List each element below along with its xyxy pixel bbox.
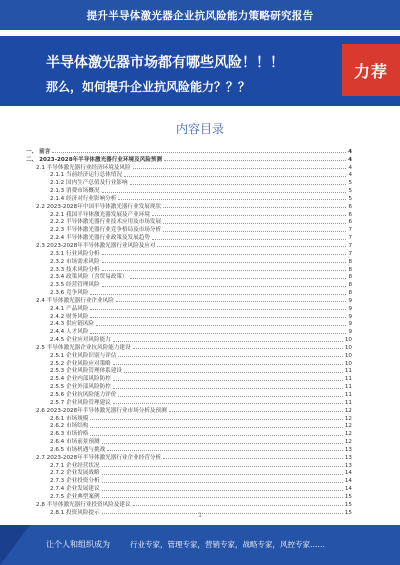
toc-entry-label: 2.8 半导体激光器行业投资风险及建议	[36, 501, 131, 508]
toc-entry-page: 4	[348, 164, 352, 171]
report-title: 提升半导体激光器企业抗风险能力策略研究报告	[86, 10, 314, 22]
toc-leader-dots	[102, 466, 343, 467]
toc-leader-dots	[102, 254, 347, 255]
toc-entry-page: 11	[344, 384, 352, 391]
toc-entry[interactable]	[26, 202, 352, 210]
toc-leader-dots	[113, 341, 343, 342]
toc-entry[interactable]	[26, 163, 352, 171]
toc-leader-dots	[102, 262, 347, 263]
toc-leader-dots	[113, 388, 343, 389]
toc-leader-dots	[52, 152, 346, 153]
toc-entry-page: 11	[344, 376, 352, 383]
toc-entry-page: 10	[344, 337, 352, 344]
toc-entry[interactable]	[26, 304, 352, 312]
toc-entry-label: 2.7 2023-2028年半导体激光器行业企业经营分析	[36, 454, 162, 461]
toc-entry-label: 2.5 半导体激光器企业抗风险能力建设	[36, 344, 131, 351]
toc-entry[interactable]	[26, 320, 352, 328]
toc-entry[interactable]	[26, 249, 352, 257]
toc-leader-dots	[102, 270, 347, 271]
toc-entry[interactable]	[26, 155, 352, 163]
toc-entry[interactable]	[26, 233, 352, 241]
toc-entry-label: 2.8.1 投资风险提示	[50, 509, 100, 516]
toc-entry-page: 8	[348, 258, 352, 265]
toc-entry-label: 2.1.2 国内生产总值及行业影响	[50, 180, 128, 187]
toc-entry-page: 5	[348, 180, 352, 187]
toc-leader-dots	[124, 176, 346, 177]
toc-entry[interactable]	[26, 296, 352, 304]
toc-entry-page: 8	[348, 290, 352, 297]
toc-entry[interactable]	[26, 374, 352, 382]
toc-leader-dots	[163, 207, 346, 208]
toc-entry-label: 2.6.1 市场规模	[50, 415, 89, 422]
toc-entry[interactable]	[26, 210, 352, 218]
footer-slogan-left: 让个人和组织成为	[46, 540, 110, 549]
toc-entry-label: 2.6 2023-2028年半导体激光器行业市场分析及预测	[36, 407, 167, 414]
toc-entry-label: 2.4.3 供应链风险	[50, 321, 94, 328]
toc-entry-page: 4	[348, 172, 352, 179]
toc-leader-dots	[118, 199, 346, 200]
toc-entry[interactable]	[26, 382, 352, 390]
toc-entry-label: 2.4.1 产品风险	[50, 305, 89, 312]
toc-leader-dots	[133, 505, 343, 506]
toc-leader-dots	[163, 458, 343, 459]
toc-entry-label: 2.1.1 当前经济运行总体情况	[50, 172, 122, 179]
toc-entry[interactable]	[26, 351, 352, 359]
toc-entry-label: 2.6.4 市场前景预测	[50, 439, 100, 446]
toc-leader-dots	[102, 474, 343, 475]
toc-entry[interactable]	[26, 335, 352, 343]
toc-entry[interactable]	[26, 398, 352, 406]
toc-entry[interactable]	[26, 225, 352, 233]
footer-corner-decoration	[0, 525, 30, 565]
toc-entry[interactable]	[26, 461, 352, 469]
toc-entry-page: 5	[348, 195, 352, 202]
toc-entry-page: 14	[344, 486, 352, 493]
footer-slogan-right: 行业专家，管理专家，营销专家，战略专家，风控专家……	[130, 540, 325, 549]
toc-leader-dots	[130, 278, 347, 279]
toc-leader-dots	[102, 490, 343, 491]
toc-leader-dots	[96, 325, 346, 326]
toc-leader-dots	[102, 192, 347, 193]
toc-entry[interactable]	[26, 406, 352, 414]
toc-entry-page: 15	[344, 509, 352, 516]
toc-entry-label: 2.5.2 企业风险应对策略	[50, 360, 111, 367]
toc-leader-dots	[90, 294, 346, 295]
toc-entry[interactable]	[26, 422, 352, 430]
banner-subline: 那么，如何提升企业抗风险能力？？？	[46, 80, 251, 94]
toc-entry-label: 2.4.2 财务风险	[50, 313, 89, 320]
toc-entry[interactable]	[26, 343, 352, 351]
toc-entry-label: 2.4.4 人才风险	[50, 329, 89, 336]
toc-entry-page: 12	[344, 415, 352, 422]
toc-entry-page: 9	[348, 305, 352, 312]
toc-entry[interactable]	[26, 178, 352, 186]
toc-entry[interactable]	[26, 312, 352, 320]
toc-leader-dots	[169, 411, 343, 412]
toc-leader-dots	[90, 317, 346, 318]
toc-entry-label: 2.4.5 企业应对风险能力	[50, 337, 111, 344]
toc-leader-dots	[152, 215, 347, 216]
recommend-badge: 力荐	[342, 44, 400, 96]
toc-entry-page: 7	[348, 235, 352, 242]
toc-entry[interactable]	[26, 186, 352, 194]
toc-leader-dots	[102, 482, 343, 483]
toc-leader-dots	[113, 364, 343, 365]
toc-entry-label: 2.6.2 市场结构	[50, 423, 89, 430]
toc-entry[interactable]	[26, 171, 352, 179]
toc-leader-dots	[133, 168, 347, 169]
toc-entry-label: 2.2.2 半导体激光器行业技术应用及市场发展	[50, 219, 162, 226]
toc-entry-label: 2.3.1 行业风险分析	[50, 250, 100, 257]
toc-entry-label: 2.2.1 我国半导体激光器发展及产业环境	[50, 211, 150, 218]
toc-entry[interactable]	[26, 147, 352, 155]
toc-leader-dots	[107, 450, 343, 451]
toc-entry-page: 9	[348, 329, 352, 336]
toc-entry[interactable]	[26, 280, 352, 288]
toc-entry-label: 2.3.2 市场需求风险	[50, 258, 100, 265]
headline-banner	[0, 36, 400, 106]
toc-entry[interactable]	[26, 390, 352, 398]
toc-entry[interactable]	[26, 453, 352, 461]
toc-entry[interactable]	[26, 194, 352, 202]
toc-entry[interactable]	[26, 414, 352, 422]
toc-entry-page: 8	[348, 282, 352, 289]
toc-leader-dots	[130, 184, 347, 185]
toc-entry-page: 11	[344, 368, 352, 375]
toc-entry-label: 2.1 半导体激光器行业经济环境及风险	[36, 164, 131, 171]
toc-entry-label: 2.5.3 企业风险管理体系建设	[50, 368, 122, 375]
toc-entry-label: 2.5.1 企业风险识别与评估	[50, 352, 117, 359]
toc-entry[interactable]	[26, 327, 352, 335]
toc-entry[interactable]	[26, 218, 352, 226]
toc-leader-dots	[113, 403, 343, 404]
toc-leader-dots	[124, 372, 343, 373]
toc-entry[interactable]	[26, 484, 352, 492]
table-of-contents	[26, 147, 352, 516]
toc-entry-page: 4	[348, 148, 352, 155]
toc-entry-page: 8	[348, 274, 352, 281]
toc-entry-label: 2.3.4 政策风险（含贸易政策）	[50, 274, 128, 281]
toc-entry-page: 15	[344, 493, 352, 500]
toc-entry[interactable]	[26, 437, 352, 445]
toc-leader-dots	[90, 427, 342, 428]
toc-leader-dots	[152, 239, 347, 240]
toc-entry-label: 二、 2023-2028年半导体激光器行业环境及风险预测	[26, 156, 163, 163]
toc-entry-page: 9	[348, 321, 352, 328]
toc-entry-page: 9	[348, 297, 352, 304]
toc-entry-page: 10	[344, 352, 352, 359]
toc-leader-dots	[102, 443, 343, 444]
toc-entry-page: 4	[348, 156, 352, 163]
toc-entry-label: 2.7.4 企业发展建议	[50, 486, 100, 493]
toc-entry-label: 2.1.3 消费市场概况	[50, 188, 100, 195]
toc-entry[interactable]	[26, 476, 352, 484]
toc-entry-label: 2.4 半导体激光器行业企业风险	[36, 297, 114, 304]
toc-entry-page: 12	[344, 407, 352, 414]
toc-entry-page: 6	[348, 211, 352, 218]
toc-entry-label: 2.6.3 市场价格	[50, 431, 89, 438]
toc-entry[interactable]	[26, 241, 352, 249]
toc-entry[interactable]	[26, 500, 352, 508]
toc-entry-label: 一、 前言	[26, 148, 51, 155]
toc-entry-page: 5	[348, 188, 352, 195]
toc-entry-page: 12	[344, 439, 352, 446]
toc-entry-page: 14	[344, 478, 352, 485]
toc-leader-dots	[90, 435, 342, 436]
toc-entry-label: 2.2.4 半导体激光器行业政策及发展趋势	[50, 235, 150, 242]
toc-entry-page: 11	[344, 392, 352, 398]
toc-entry-label: 2.3.6 竞争风险	[50, 290, 89, 297]
toc-entry-label: 2.3.3 技术风险分析	[50, 266, 100, 273]
toc-leader-dots	[157, 246, 346, 247]
toc-leader-dots	[90, 309, 346, 310]
toc-entry[interactable]	[26, 367, 352, 375]
toc-entry[interactable]	[26, 288, 352, 296]
toc-leader-dots	[118, 356, 343, 357]
toc-entry-page: 12	[344, 431, 352, 438]
toc-leader-dots	[164, 160, 346, 161]
toc-entry-label: 2.7.1 企业经营状况	[50, 462, 100, 469]
toc-entry-label: 2.5.6 企业抗风险能力评价	[50, 392, 117, 398]
toc-entry[interactable]	[26, 273, 352, 281]
toc-entry-page: 7	[348, 227, 352, 234]
toc-entry-label: 2.5.7 企业风险管理建议	[50, 399, 111, 406]
toc-leader-dots	[116, 301, 347, 302]
toc-entry-label: 2.1.4 经济对行业影响分析	[50, 195, 117, 202]
toc-entry[interactable]	[26, 445, 352, 453]
toc-entry-page: 15	[344, 501, 352, 508]
toc-entry-page: 8	[348, 266, 352, 273]
toc-entry[interactable]	[26, 429, 352, 437]
toc-entry-page: 6	[348, 203, 352, 210]
toc-entry[interactable]	[26, 359, 352, 367]
toc-leader-dots	[90, 419, 342, 420]
toc-entry-label: 2.2.3 半导体激光器行业竞争格局及市场分析	[50, 227, 162, 234]
toc-leader-dots	[163, 231, 346, 232]
toc-entry[interactable]	[26, 469, 352, 477]
toc-entry-label: 2.7.5 企业典型案例	[50, 493, 100, 500]
toc-entry-label: 2.5.5 企业外部风险防控	[50, 384, 111, 391]
toc-leader-dots	[90, 333, 346, 334]
toc-entry-page: 13	[344, 454, 352, 461]
toc-entry[interactable]	[26, 257, 352, 265]
toc-title: 内容目录	[175, 122, 224, 136]
footer-bar	[0, 525, 400, 565]
toc-entry-label: 2.3.5 经营管理风险	[50, 282, 100, 289]
toc-leader-dots	[102, 497, 343, 498]
toc-entry-label: 2.7.3 企业投资分析	[50, 478, 100, 485]
toc-entry-label: 2.3 2023-2028年半导体激光器行业风险及应对	[36, 242, 156, 249]
toc-entry-page: 7	[348, 242, 352, 249]
toc-entry[interactable]	[26, 265, 352, 273]
top-bar	[0, 0, 400, 30]
toc-entry-page: 13	[344, 446, 352, 453]
toc-leader-dots	[113, 380, 343, 381]
toc-entry-page: 9	[348, 313, 352, 320]
toc-entry-label: 2.6.5 市场机遇与挑战	[50, 446, 106, 453]
toc-entry-page: 7	[348, 250, 352, 257]
toc-entry-page: 11	[344, 399, 352, 406]
toc-entry-page: 10	[344, 360, 352, 367]
toc-leader-dots	[163, 223, 346, 224]
toc-leader-dots	[133, 348, 343, 349]
toc-entry-page: 12	[344, 423, 352, 430]
toc-entry-page: 14	[344, 470, 352, 477]
page-number: 1	[198, 512, 202, 519]
toc-entry-page: 6	[348, 219, 352, 226]
banner-headline: 半导体激光器市场都有哪些风险！！！	[46, 55, 284, 71]
toc-entry[interactable]	[26, 492, 352, 500]
toc-entry-label: 2.7.2 企业发展战略	[50, 470, 100, 477]
toc-leader-dots	[102, 286, 347, 287]
toc-entry-label: 2.2 2023-2028年中国半导体激光器行业发展现状	[36, 203, 162, 210]
toc-entry-label: 2.5.4 企业内部风险防控	[50, 376, 111, 383]
toc-entry-page: 10	[344, 344, 352, 351]
toc-entry-page: 13	[344, 462, 352, 469]
toc-leader-dots	[118, 396, 343, 397]
